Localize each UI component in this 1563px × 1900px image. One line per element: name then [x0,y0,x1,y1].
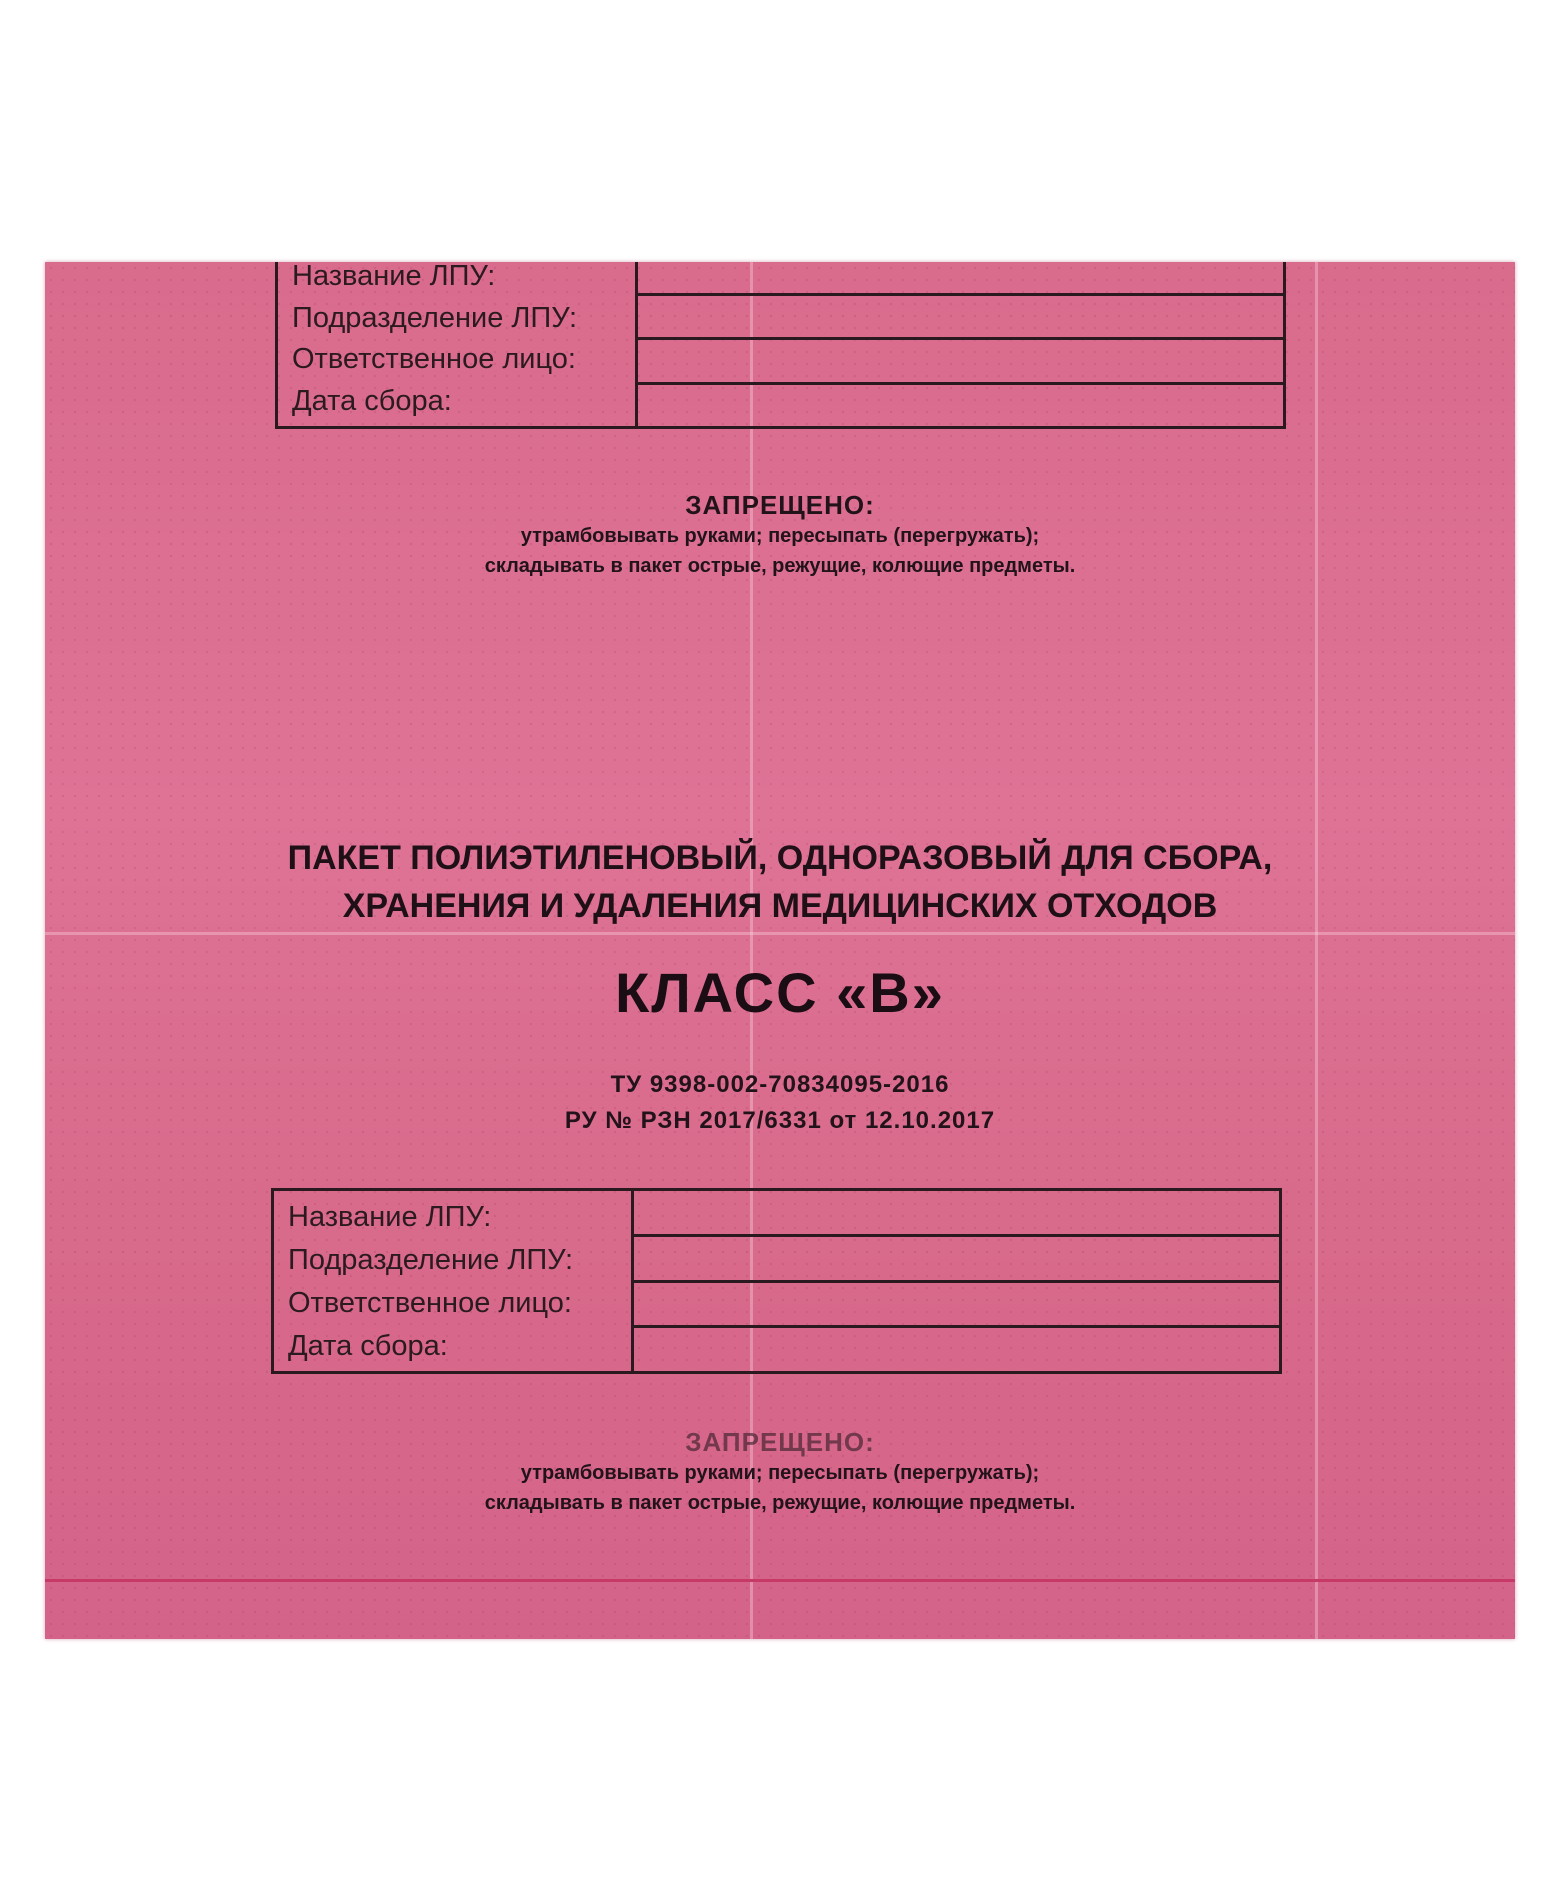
label-lpu-department: Подразделение ЛПУ: [292,301,578,334]
warning-block-bottom [45,1427,1515,1518]
form-labels [274,1191,634,1371]
field-collection-date [638,385,1283,427]
registration-info [45,1067,1515,1139]
warning-line: утрамбовывать руками; пересыпать (перегружать); [520,1462,1040,1484]
label-lpu-name: Название ЛПУ: [288,1200,492,1233]
label-lpu-name: Название ЛПУ: [292,262,496,292]
warning-title: ЗАПРЕЩЕНО: [685,1427,875,1457]
label-responsible-person: Ответственное лицо: [292,343,576,376]
warning-line: складывать в пакет острые, режущие, колющие предметы. [484,555,1076,577]
form-table-top [275,262,1286,429]
warning-block-top [45,490,1515,581]
waste-class-label: КЛАСС «В» [615,961,945,1024]
fold-crease [45,932,1515,935]
label-collection-date: Дата сбора: [288,1329,448,1362]
product-title-line: ПАКЕТ ПОЛИЭТИЛЕНОВЫЙ, ОДНОРАЗОВЫЙ ДЛЯ СБОРА, [287,839,1273,877]
ru-number: РУ № РЗН 2017/6331 от 12.10.2017 [564,1107,996,1134]
field-responsible-person [638,340,1283,385]
field-lpu-department [638,296,1283,341]
form-fields [634,1191,1279,1371]
warning-line: утрамбовывать руками; пересыпать (перегружать); [520,525,1040,547]
field-lpu-department [634,1237,1279,1283]
field-collection-date [634,1328,1279,1371]
label-responsible-person: Ответственное лицо: [288,1286,572,1319]
field-lpu-name [634,1191,1279,1237]
field-responsible-person [634,1283,1279,1329]
form-table-bottom [271,1188,1282,1374]
warning-line: складывать в пакет острые, режущие, колющие предметы. [484,1492,1076,1514]
warning-title: ЗАПРЕЩЕНО: [685,490,875,520]
bag-bottom-seam [45,1579,1515,1582]
tu-number: ТУ 9398-002-70834095-2016 [610,1071,950,1098]
label-lpu-department: Подразделение ЛПУ: [288,1243,574,1276]
field-lpu-name [638,262,1283,296]
label-collection-date: Дата сбора: [292,385,452,418]
product-title [45,834,1515,930]
form-labels [278,262,638,426]
form-fields [638,262,1283,426]
medical-waste-bag [45,262,1515,1639]
product-title-line: ХРАНЕНИЯ И УДАЛЕНИЯ МЕДИЦИНСКИХ ОТХОДОВ [342,887,1218,925]
